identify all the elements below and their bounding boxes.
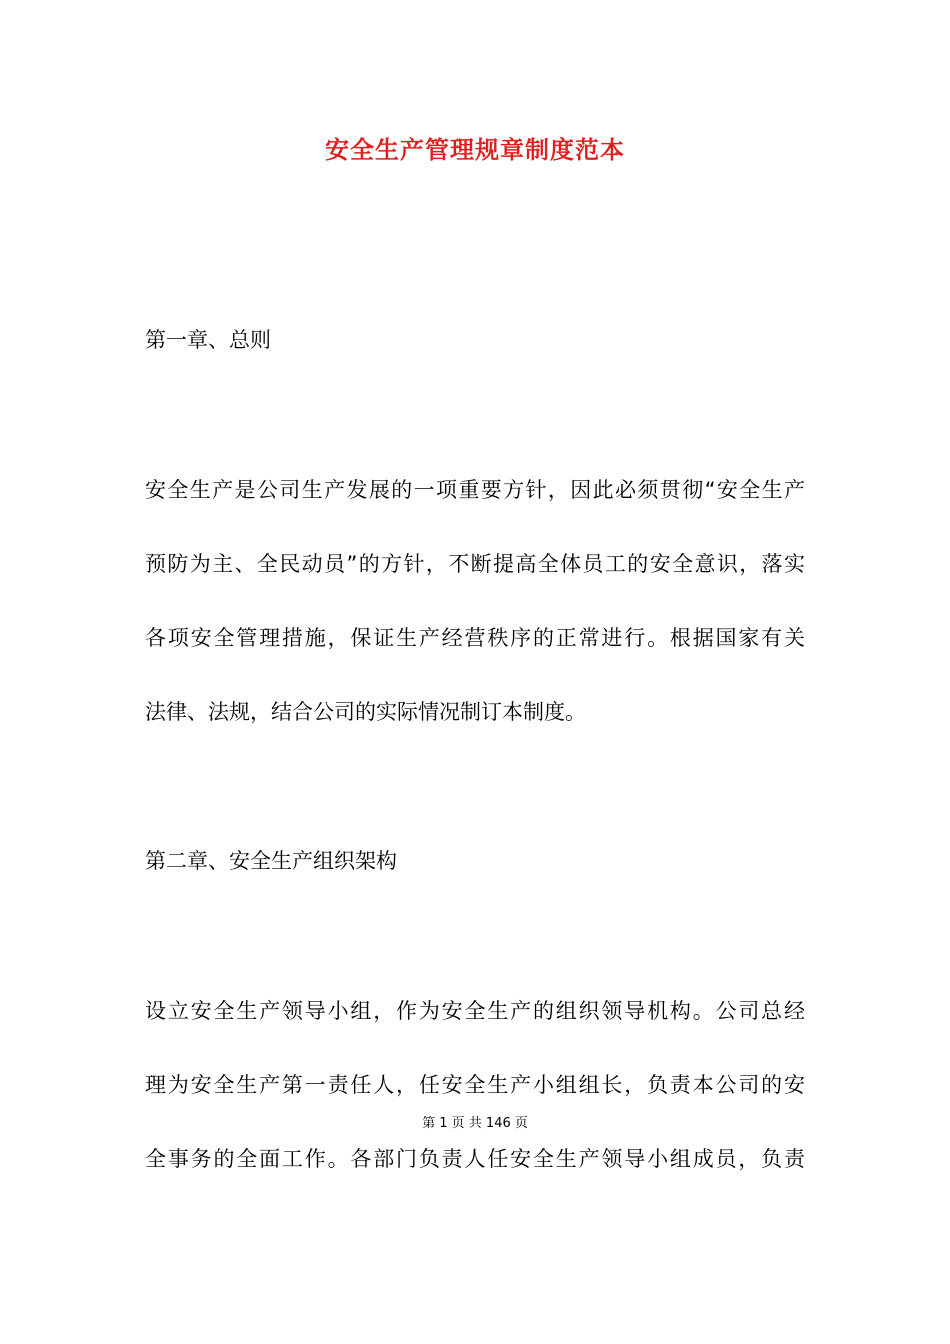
- chapter-1-paragraph-line: 安全生产是公司生产发展的一项重要方针，因此必须贯彻“安全生产: [145, 478, 805, 502]
- chapter-1-paragraph-line: 预防为主、全民动员”的方针，不断提高全体员工的安全意识，落实: [145, 552, 805, 576]
- document-title: 安全生产管理规章制度范本: [325, 136, 625, 164]
- chapter-2-paragraph-line: 理为安全生产第一责任人，任安全生产小组组长，负责本公司的安: [145, 1073, 805, 1097]
- chapter-2-paragraph-line: 设立安全生产领导小组，作为安全生产的组织领导机构。公司总经: [145, 999, 805, 1023]
- chapter-2-heading: 第二章、安全生产组织架构: [145, 849, 397, 873]
- page-number-footer: 第 1 页 共 146 页: [422, 1116, 528, 1131]
- chapter-1-heading: 第一章、总则: [145, 328, 271, 352]
- chapter-1-paragraph-line: 法律、法规，结合公司的实际情况制订本制度。: [145, 700, 586, 724]
- chapter-1-paragraph-line: 各项安全管理措施，保证生产经营秩序的正常进行。根据国家有关: [145, 626, 805, 650]
- chapter-2-paragraph-line: 全事务的全面工作。各部门负责人任安全生产领导小组成员，负责: [145, 1147, 805, 1171]
